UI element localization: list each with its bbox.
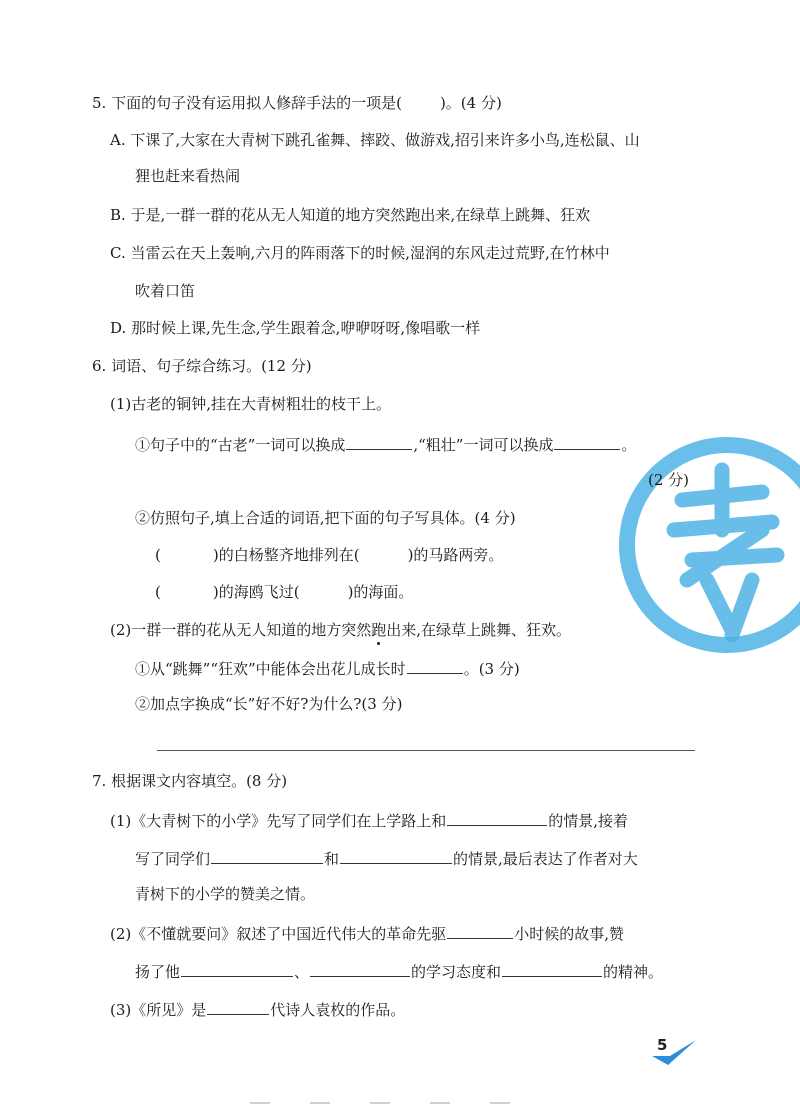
q6-part2-sentence: (2)一群一群的花从无人知道的地方突然跑出来,在绿草上跳舞、狂欢。 xyxy=(110,621,572,639)
q7-stem: 7. 根据课文内容填空。(8 分) xyxy=(92,772,288,790)
answer-blank[interactable] xyxy=(181,960,293,977)
q6-stem: 6. 词语、句子综合练习。(12 分) xyxy=(92,357,312,375)
q6-fill-sentence-1: ( )的白杨整齐地排列在( )的马路两旁。 xyxy=(155,546,504,564)
answer-blank[interactable] xyxy=(447,922,513,939)
q6-part1-item2: ②仿照句子,填上合适的词语,把下面的句子写具体。(4 分) xyxy=(135,509,516,527)
q5-stem: 5. 下面的句子没有运用拟人修辞手法的一项是( )。(4 分) xyxy=(92,94,502,112)
answer-blank[interactable] xyxy=(211,847,323,864)
q5-option-a-cont: 狸也赶来看热闹 xyxy=(135,167,241,185)
watermark-stamp xyxy=(612,430,800,660)
q6-part2-item1: ①从“跳舞”“狂欢”中能体会出花儿成长时 。(3 分) xyxy=(135,657,520,679)
q6-part1-sentence: (1)古老的铜钟,挂在大青树粗壮的枝干上。 xyxy=(110,395,392,413)
answer-blank[interactable] xyxy=(502,960,602,977)
answer-blank[interactable] xyxy=(346,433,412,450)
q7-part3: (3)《所见》是 代诗人袁枚的作品。 xyxy=(110,998,405,1020)
q5-option-d: D. 那时候上课,先生念,学生跟着念,咿咿呀呀,像唱歌一样 xyxy=(110,319,481,337)
bottom-decoration xyxy=(250,1100,550,1106)
q5-option-c: C. 当雷云在天上轰响,六月的阵雨落下的时候,湿润的东风走过荒野,在竹林中 xyxy=(110,244,610,262)
q7-part2-line2: 扬了他 、 的学习态度和 的精神。 xyxy=(135,960,663,982)
answer-blank[interactable] xyxy=(340,847,452,864)
answer-blank[interactable] xyxy=(310,960,410,977)
q5-option-c-cont: 吹着口笛 xyxy=(135,282,196,300)
q7-part2-line1: (2)《不懂就要问》叙述了中国近代伟大的革命先驱 小时候的故事,赞 xyxy=(110,922,624,944)
answer-line[interactable] xyxy=(157,750,695,751)
q7-part1-line1: (1)《大青树下的小学》先写了同学们在上学路上和 的情景,接着 xyxy=(110,809,628,831)
answer-blank[interactable] xyxy=(407,657,463,674)
page-number: 5 xyxy=(657,1036,668,1054)
emphasis-dot-char: 跑 xyxy=(371,621,387,639)
q7-part1-line3: 青树下的小学的赞美之情。 xyxy=(135,885,316,903)
q5-option-a: A. 下课了,大家在大青树下跳孔雀舞、摔跤、做游戏,招引来许多小鸟,连松鼠、山 xyxy=(110,131,640,149)
answer-blank[interactable] xyxy=(447,809,547,826)
q7-part1-line2: 写了同学们 和 的情景,最后表达了作者对大 xyxy=(135,847,638,869)
answer-blank[interactable] xyxy=(207,998,269,1015)
q6-part2-item2: ②加点字换成“长”好不好?为什么?(3 分) xyxy=(135,695,403,713)
q6-part1-item1-score: (2 分) xyxy=(648,471,690,489)
q6-fill-sentence-2: ( )的海鸥飞过( )的海面。 xyxy=(155,583,414,601)
answer-blank[interactable] xyxy=(554,433,620,450)
q5-option-b: B. 于是,一群一群的花从无人知道的地方突然跑出来,在绿草上跳舞、狂欢 xyxy=(110,206,591,224)
q6-part1-item1: ①句子中的“古老”一词可以换成 ,“粗壮”一词可以换成 。 xyxy=(135,433,636,455)
